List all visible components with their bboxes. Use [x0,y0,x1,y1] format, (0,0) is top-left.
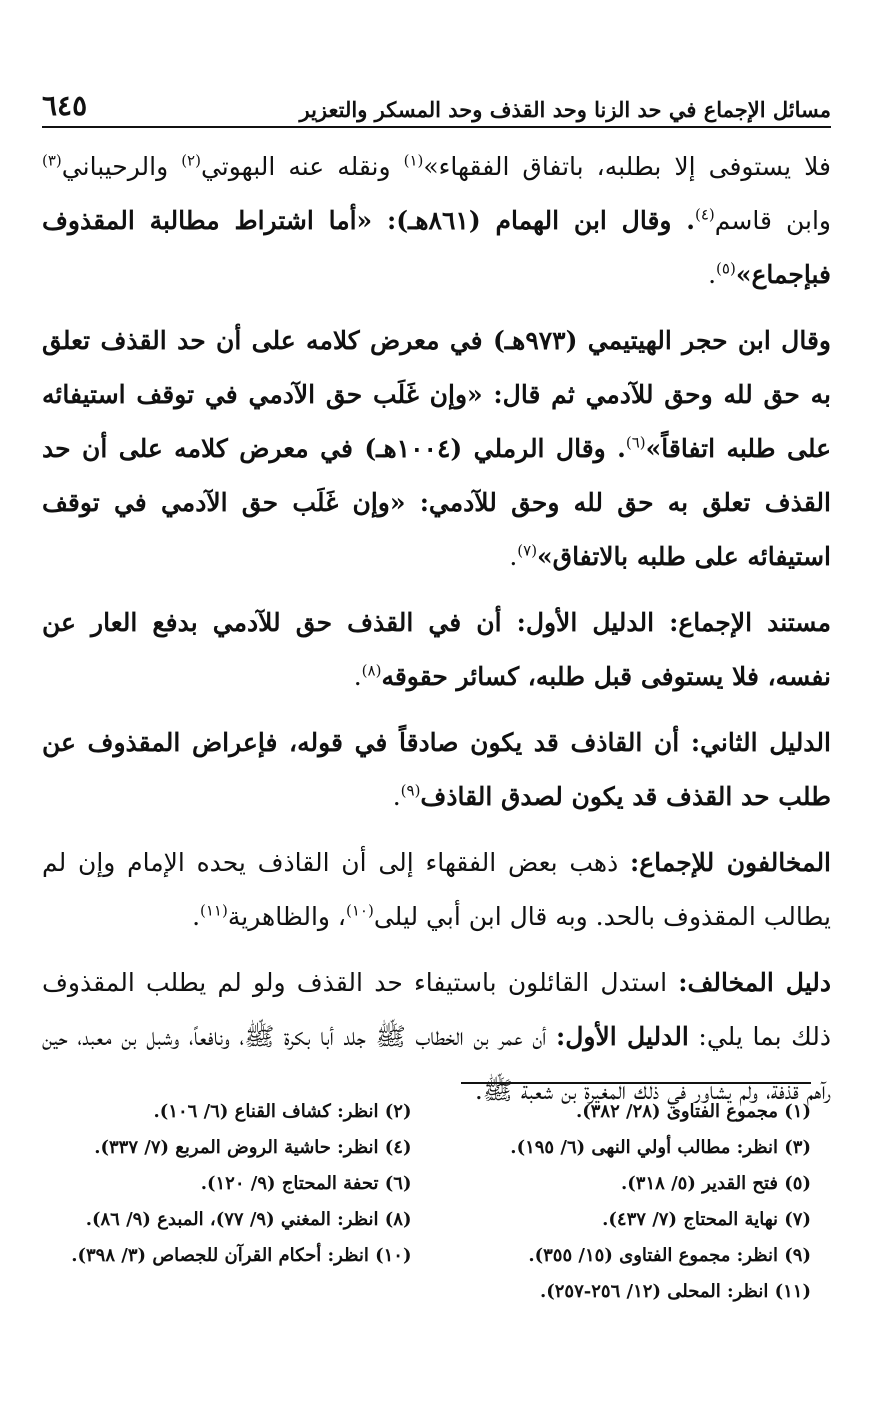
text-run: فلا يستوفى إلا بطلبه، باتفاق الفقهاء» [423,152,832,181]
text-run: . وقال الرملي (١٠٠٤هـ) في معرض كلامه على أن حد القذف تعلق به حق لله وحق للآدمي: «وإن غَلَب حق الآدمي في توقف استيفائه على طلبه بالاتفاق» [42,434,831,571]
footnote-8: (٨) انظر: المغني (٩/ ٧٧)، المبدع (٩/ ٨٦). [85,1209,412,1230]
text-run: والرحيباني [61,152,182,181]
footnote-ref: (٣) [42,151,62,170]
paragraph [42,716,831,824]
footnote-ref: (١) [403,151,424,170]
footnote-2: (٢) انظر: كشاف القناع (٦/ ١٠٦). [153,1101,412,1122]
text-run: ونقله عنه البهوتي [200,152,404,181]
footnote-ref: (٦) [625,433,646,452]
footnote-9: (٩) انظر: مجموع الفتاوى (١٥/ ٣٥٥). [528,1245,811,1266]
text-run: ، والظاهرية [227,902,346,931]
footnote-4: (٤) انظر: حاشية الروض المربع (٧/ ٣٣٧). [94,1137,412,1158]
footnote-3: (٣) انظر: مطالب أولي النهى (٦/ ١٩٥). [510,1137,811,1158]
section-label: الدليل الثاني: [690,728,831,757]
text-run: أن القاذف قد يكون صادقاً في قوله، فإعراض المقذوف عن طلب حد القذف قد يكون لصدق القاذف [42,728,831,811]
section-label: دليل المخالف: [678,968,831,997]
page-number: ٦٤٥ [42,89,88,122]
text-run: أن عمر بن الخطاب ﷺ جلد أبا بكرة ﷺ، ونافعاً، وشبل بن معبد، حين رآهم قذفة، ولم يشاور في ذلك المغيرة بن شعبة ﷺ. [42,1022,831,1105]
footnote-ref: (٥) [716,259,736,278]
text-run: . [509,542,518,571]
footnote-ref: (١١) [200,901,228,920]
section-label: الدليل الأول: [555,1022,689,1051]
main-text [42,140,831,1130]
footnote-ref: (٧) [517,541,538,560]
footnote-ref: (٨) [361,661,382,680]
page-header [42,72,831,128]
footnotes [42,1098,811,1306]
footnote-11: (١١) انظر: المحلى (١٢/ ٢٥٦-٢٥٧). [539,1281,811,1302]
text-run: . [192,902,201,931]
section-label: مستند الإجماع: الدليل الأول: [516,608,831,637]
paragraph [42,596,831,704]
footnote-10: (١٠) انظر: أحكام القرآن للجصاص (٣/ ٣٩٨). [71,1245,412,1266]
text-run: وابن قاسم [714,206,831,235]
text-run: ذهب بعض الفقهاء إلى أن القاذف يحده الإمام وإن لم يطالب المقذوف بالحد. وبه قال ابن أبي ليلى [42,848,831,931]
text-run: . [392,782,401,811]
footnote-5: (٥) فتح القدير (٥/ ٣١٨). [621,1173,811,1194]
footnote-7: (٧) نهاية المحتاج (٧/ ٤٣٧). [602,1209,811,1230]
footnote-ref: (٩) [400,781,421,800]
footnote-6: (٦) تحفة المحتاج (٩/ ١٢٠). [200,1173,412,1194]
text-run: . [708,260,717,289]
footnote-1: (١) مجموع الفتاوى (٢٨/ ٣٨٢). [575,1101,811,1122]
footnote-ref: (١٠) [345,901,374,920]
paragraph [42,140,831,302]
text-run: أن في القذف حق للآدمي بدفع العار عن نفسه، فلا يستوفى قبل طلبه، كسائر حقوقه [42,608,831,691]
text-run: . وقال ابن الهمام (٨٦١هـ): «أما اشتراط مطالبة المقذوف فبإجماع» [42,206,831,289]
footnote-divider [461,1082,811,1084]
footnote-ref: (٢) [181,151,201,170]
text-run: . [353,662,362,691]
text-run: استدل القائلون باستيفاء حد القذف ولو لم يطلب المقذوف ذلك بما يلي: [42,968,831,1051]
paragraph [42,836,831,944]
section-label: المخالفون للإجماع: [629,848,832,877]
paragraph [42,956,831,1118]
footnote-ref: (٤) [695,205,715,224]
running-title: مسائل الإجماع في حد الزنا وحد القذف وحد المسكر والتعزير [299,97,831,122]
paragraph [42,314,831,584]
text-run: وقال ابن حجر الهيتيمي (٩٧٣هـ) في معرض كلامه على أن حد القذف تعلق به حق لله وحق للآدمي ثم قال: «وإن غَلَب حق الآدمي في توقف استيفائه على طلبه اتفاقاً» [42,326,832,463]
